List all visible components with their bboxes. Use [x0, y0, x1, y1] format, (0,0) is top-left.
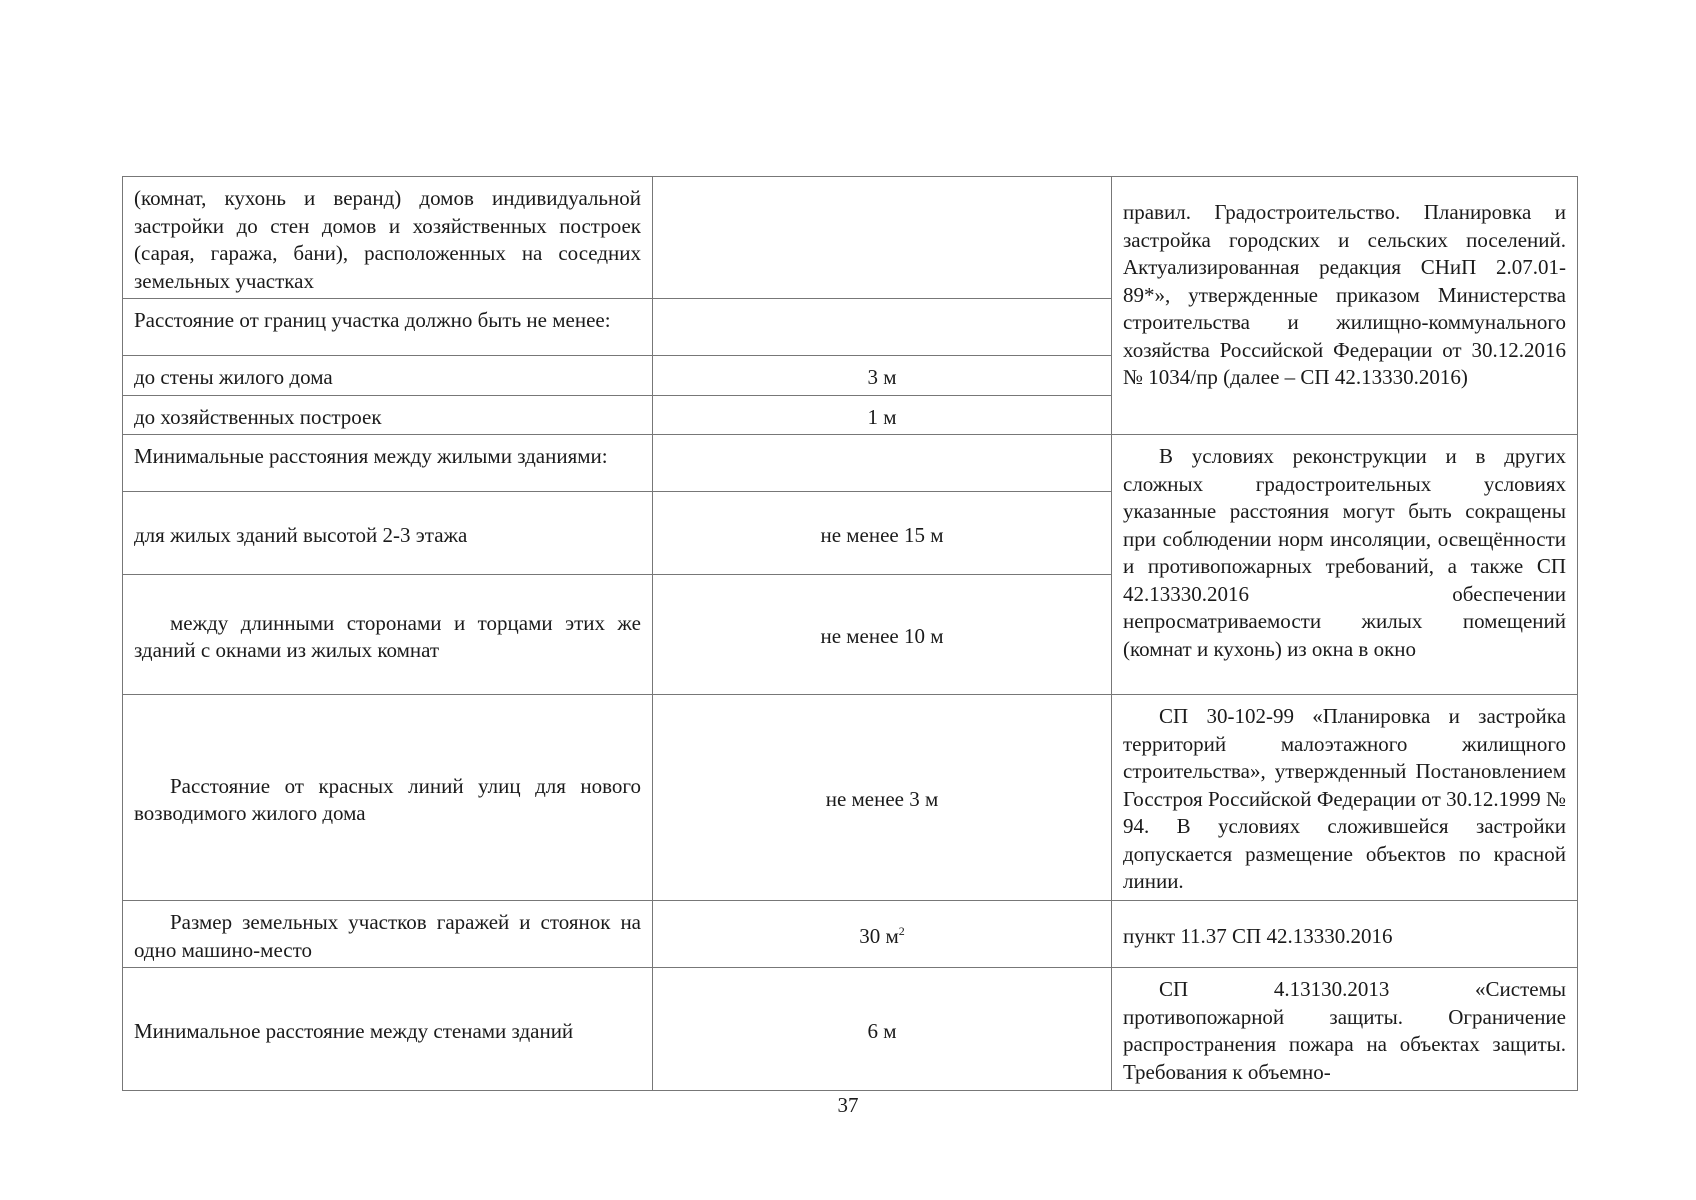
param-cell: до хозяйственных построек	[123, 395, 653, 435]
param-cell: Расстояние от красных линий улиц для нового возводимого жилого дома	[123, 695, 653, 901]
page-number: 37	[837, 1093, 859, 1117]
value-cell: 3 м	[653, 356, 1112, 396]
param-cell: между длинными сторонами и торцами этих же зданий с окнами из жилых комнат	[123, 575, 653, 695]
value-cell	[653, 177, 1112, 299]
superscript: 2	[898, 923, 905, 938]
reference-cell: СП 30-102-99 «Планировка и застройка территорий малоэтажного жилищного строительства», утвержденный Постановлением Госстроя Российской Федерации от 30.12.1999 № 94. В условиях сложившейся застройки допускается размещение объектов по красной линии.	[1112, 695, 1578, 901]
param-cell: для жилых зданий высотой 2-3 этажа	[123, 492, 653, 575]
param-cell: Размер земельных участков гаражей и стоянок на одно машино-место	[123, 901, 653, 968]
table-row	[123, 695, 1578, 901]
value-cell: 1 м	[653, 395, 1112, 435]
param-cell: Минимальные расстояния между жилыми зданиями:	[123, 435, 653, 492]
value-cell	[653, 435, 1112, 492]
reference-cell: правил. Градостроительство. Планировка и застройка городских и сельских поселений. Актуализированная редакция СНиП 2.07.01-89*», утвержденные приказом Министерства строительства и жилищно-коммунального хозяйства Российской Федерации от 30.12.2016 № 1034/пр (далее – СП 42.13330.2016)	[1112, 177, 1578, 435]
value-text: 30 м	[859, 923, 899, 948]
value-cell	[653, 901, 1112, 968]
param-cell: до стены жилого дома	[123, 356, 653, 396]
param-cell: Минимальное расстояние между стенами зданий	[123, 968, 653, 1091]
table-row	[123, 435, 1578, 492]
param-cell: Расстояние от границ участка должно быть не менее:	[123, 299, 653, 356]
value-cell: не менее 10 м	[653, 575, 1112, 695]
value-cell: не менее 15 м	[653, 492, 1112, 575]
param-cell: (комнат, кухонь и веранд) домов индивидуальной застройки до стен домов и хозяйственных построек (сарая, гаража, бани), расположенных на соседних земельных участках	[123, 177, 653, 299]
reference-cell: пункт 11.37 СП 42.13330.2016	[1112, 901, 1578, 968]
reference-cell: СП 4.13130.2013 «Системы противопожарной защиты. Ограничение распространения пожара на объектах защиты. Требования к объемно-	[1112, 968, 1578, 1091]
table-row	[123, 177, 1578, 299]
table-row	[123, 968, 1578, 1091]
regulations-table	[122, 176, 1578, 1091]
table-row	[123, 901, 1578, 968]
reference-cell: В условиях реконструкции и в других сложных градостроительных условиях указанные расстояния могут быть сокращены при соблюдении норм инсоляции, освещённости и противопожарных требований, а также СП 42.13330.2016 обеспечении непросматриваемости жилых помещений (комнат и кухонь) из окна в окно	[1112, 435, 1578, 695]
value-cell: 6 м	[653, 968, 1112, 1091]
value-cell	[653, 299, 1112, 356]
value-cell: не менее 3 м	[653, 695, 1112, 901]
